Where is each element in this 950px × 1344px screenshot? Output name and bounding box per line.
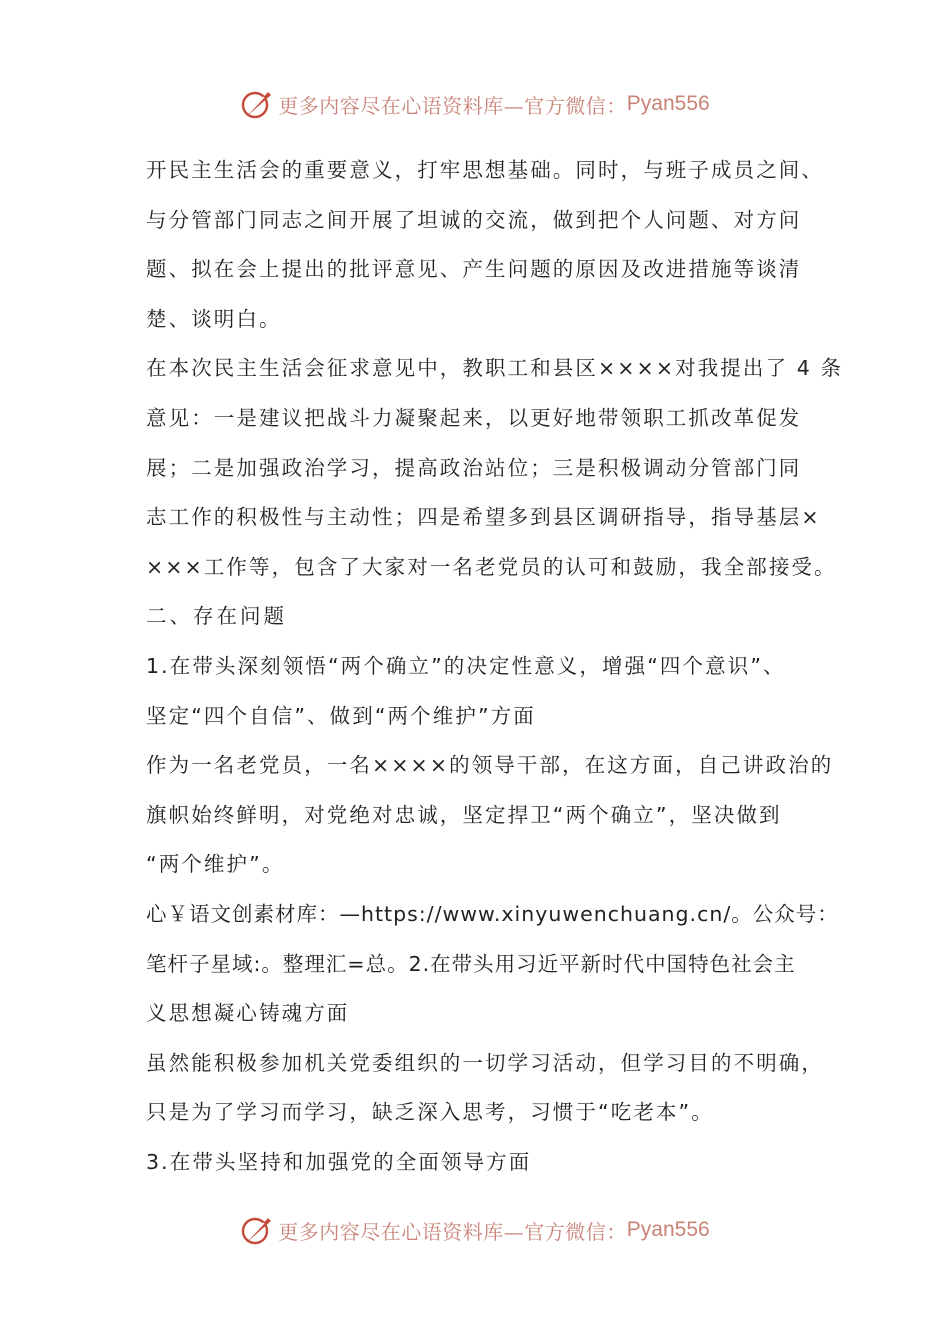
footer-watermark (0, 1210, 950, 1250)
watermark-wechat-id: Pyan556 (626, 92, 710, 115)
watermark-text: 更多内容尽在心语资料库—官方微信： (278, 93, 627, 118)
quill-logo-icon (240, 1213, 274, 1247)
watermark-text: 更多内容尽在心语资料库—官方微信： (278, 1219, 627, 1244)
subsection-heading: 1.在带头深刻领悟“两个确立”的决定性意义，增强“四个意识”、 (146, 653, 786, 678)
body-line: 题、拟在会上提出的批评意见、产生问题的原因及改进措施等谈清 (146, 257, 802, 282)
subsection-heading: 3.在带头坚持和加强党的全面领导方面 (146, 1149, 532, 1174)
section-heading: 二、存在问题 (146, 604, 287, 629)
body-line: “两个维护”。 (146, 852, 285, 877)
body-line: 笔杆子星域:。整理汇=总。2.在带头用习近平新时代中国特色社会主 (146, 951, 796, 976)
body-line: 与分管部门同志之间开展了坦诚的交流，做到把个人问题、对方问 (146, 207, 802, 232)
body-line: 意见：一是建议把战斗力凝聚起来，以更好地带领职工抓改革促发 (146, 405, 802, 430)
watermark-wechat-id: Pyan556 (626, 1218, 710, 1241)
body-line: ×××工作等，包含了大家对一名老党员的认可和鼓励，我全部接受。 (146, 554, 837, 579)
body-line: 开民主生活会的重要意义，打牢思想基础。同时，与班子成员之间、 (146, 158, 824, 182)
body-line: 展；二是加强政治学习，提高政治站位；三是积极调动分管部门同 (146, 455, 802, 480)
body-line: 在本次民主生活会征求意见中，教职工和县区××××对我提出了 4 条 (146, 356, 844, 381)
quill-logo-icon (240, 87, 274, 121)
body-line: 作为一名老党员，一名××××的领导干部，在这方面，自己讲政治的 (146, 753, 834, 778)
document-body (146, 146, 844, 1187)
subsection-heading: 义思想凝心铸魂方面 (146, 1001, 350, 1026)
header-watermark (0, 84, 950, 124)
body-line: 志工作的积极性与主动性；四是希望多到县区调研指导，指导基层× (146, 505, 821, 530)
body-line: 旗帜始终鲜明，对党绝对忠诚，坚定捍卫“两个确立”，坚决做到 (146, 802, 782, 827)
body-line: 心￥语文创素材库：—https://www.xinyuwenchuang.cn/。公众号： (146, 901, 839, 926)
body-line: 楚、谈明白。 (146, 306, 282, 331)
subsection-heading: 坚定“四个自信”、做到“两个维护”方面 (146, 703, 536, 728)
body-line: 虽然能积极参加机关党委组织的一切学习活动，但学习目的不明确， (146, 1050, 824, 1075)
body-line: 只是为了学习而学习，缺乏深入思考，习惯于“吃老本”。 (146, 1100, 714, 1125)
